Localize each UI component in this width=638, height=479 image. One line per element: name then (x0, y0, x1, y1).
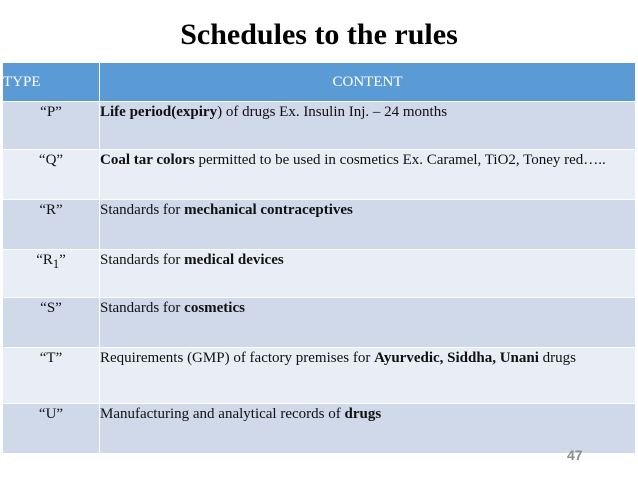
table-row (3, 102, 636, 150)
schedule-type: “T” (39, 350, 63, 366)
slide-title: Schedules to the rules (180, 18, 458, 51)
schedule-type: “P” (40, 104, 62, 120)
schedule-type-cell (3, 298, 100, 348)
content-text: Standards for (100, 252, 185, 268)
schedule-type-cell (3, 404, 100, 454)
schedule-type: “R (36, 252, 53, 268)
table-row (3, 404, 636, 454)
content-bold-text: drugs (344, 406, 382, 422)
table-row (3, 298, 636, 348)
schedule-type: “U” (38, 406, 64, 422)
table-row (3, 150, 636, 200)
page-number: 47 (567, 447, 583, 463)
schedule-type-subscript: 1 (52, 257, 60, 271)
schedule-content-cell (100, 404, 636, 454)
schedule-type: “Q” (38, 152, 64, 168)
content-text: ) of drugs Ex. Insulin Inj. – 24 months (217, 104, 448, 120)
table-row (3, 200, 636, 250)
schedule-type-cell (3, 200, 100, 250)
schedule-content-cell (100, 348, 636, 404)
content-bold-text: Ayurvedic, Siddha, Unani (374, 350, 539, 366)
table-body (3, 102, 636, 454)
content-bold-text: Life period(expiry (100, 104, 218, 120)
schedule-content-cell (100, 102, 636, 150)
table-header-row (3, 63, 636, 102)
schedule-type-cell (3, 102, 100, 150)
content-text: Requirements (GMP) of factory premises for (100, 350, 375, 366)
schedule-type-cell (3, 250, 100, 298)
table-row (3, 348, 636, 404)
header-type: TYPE (3, 63, 100, 102)
content-bold-text: Coal tar colors (100, 152, 195, 168)
schedules-table (2, 62, 636, 454)
schedule-type-cell (3, 150, 100, 200)
schedule-content-cell (100, 150, 636, 200)
schedule-type-cell (3, 348, 100, 404)
table-row (3, 250, 636, 298)
schedule-content-cell (100, 298, 636, 348)
content-text: permitted to be used in cosmetics Ex. Caramel, TiO2, Toney red….. (194, 152, 606, 168)
content-text: Manufacturing and analytical records of (100, 406, 345, 422)
schedule-content-cell (100, 200, 636, 250)
content-bold-text: medical devices (184, 252, 284, 268)
schedule-type: “S” (40, 300, 62, 316)
content-text: Standards for (100, 300, 185, 316)
content-text: Standards for (100, 202, 185, 218)
content-text: drugs (538, 350, 576, 366)
schedule-type-close-quote: ” (59, 252, 66, 268)
schedule-content-cell (100, 250, 636, 298)
schedule-type: “R” (39, 202, 63, 218)
header-content: CONTENT (100, 63, 636, 102)
content-bold-text: cosmetics (184, 300, 245, 316)
content-bold-text: mechanical contraceptives (184, 202, 353, 218)
